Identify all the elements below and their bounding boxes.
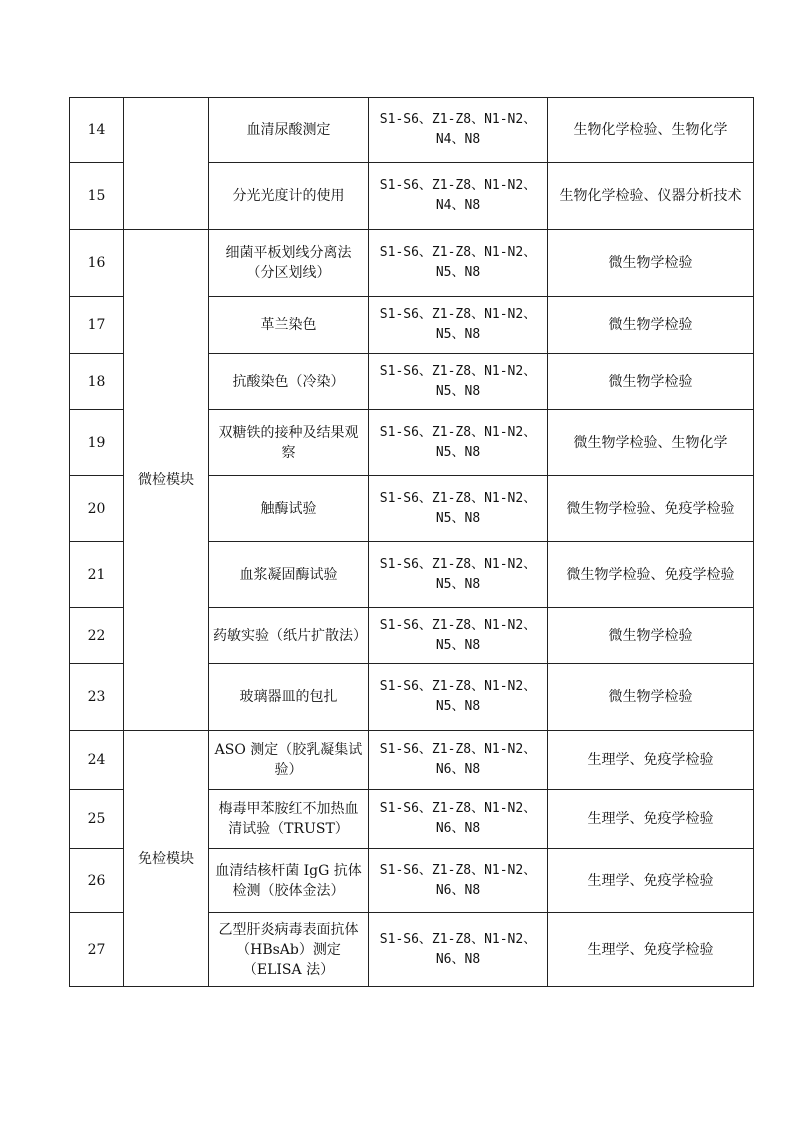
table-row [70, 230, 754, 297]
competency-codes: S1-S6、Z1-Z8、N1-N2、N5、N8 [369, 608, 548, 664]
experiment-name: 血清尿酸测定 [209, 98, 369, 163]
course-name: 生理学、免疫学检验 [548, 731, 754, 790]
course-name: 生物化学检验、生物化学 [548, 98, 754, 163]
table-row [70, 98, 754, 163]
competency-codes: S1-S6、Z1-Z8、N1-N2、N5、N8 [369, 476, 548, 542]
experiment-name: 药敏实验（纸片扩散法） [209, 608, 369, 664]
competency-codes: S1-S6、Z1-Z8、N1-N2、N5、N8 [369, 230, 548, 297]
competency-codes: S1-S6、Z1-Z8、N1-N2、N6、N8 [369, 913, 548, 987]
course-name: 微生物学检验、生物化学 [548, 410, 754, 476]
module-cell-immuno: 免检模块 [124, 731, 209, 987]
row-number: 25 [70, 790, 124, 849]
course-name: 微生物学检验 [548, 664, 754, 731]
competency-codes: S1-S6、Z1-Z8、N1-N2、N5、N8 [369, 297, 548, 354]
experiment-name: 抗酸染色（冷染） [209, 354, 369, 410]
competency-codes: S1-S6、Z1-Z8、N1-N2、N5、N8 [369, 664, 548, 731]
row-number: 18 [70, 354, 124, 410]
competency-codes: S1-S6、Z1-Z8、N1-N2、N4、N8 [369, 163, 548, 230]
row-number: 23 [70, 664, 124, 731]
experiment-name: 触酶试验 [209, 476, 369, 542]
course-name: 生理学、免疫学检验 [548, 913, 754, 987]
row-number: 21 [70, 542, 124, 608]
course-name: 微生物学检验 [548, 354, 754, 410]
row-number: 15 [70, 163, 124, 230]
course-name: 微生物学检验、免疫学检验 [548, 476, 754, 542]
row-number: 24 [70, 731, 124, 790]
competency-codes: S1-S6、Z1-Z8、N1-N2、N4、N8 [369, 98, 548, 163]
row-number: 22 [70, 608, 124, 664]
experiment-name: ASO 测定（胶乳凝集试验） [209, 731, 369, 790]
competency-codes: S1-S6、Z1-Z8、N1-N2、N5、N8 [369, 542, 548, 608]
competency-codes: S1-S6、Z1-Z8、N1-N2、N6、N8 [369, 849, 548, 913]
experiment-name: 革兰染色 [209, 297, 369, 354]
course-name: 生理学、免疫学检验 [548, 849, 754, 913]
row-number: 19 [70, 410, 124, 476]
experiment-name: 血浆凝固酶试验 [209, 542, 369, 608]
experiment-name: 乙型肝炎病毒表面抗体（HBsAb）测定（ELISA 法） [209, 913, 369, 987]
table-row [70, 731, 754, 790]
course-name: 微生物学检验 [548, 608, 754, 664]
course-name: 微生物学检验 [548, 297, 754, 354]
competency-codes: S1-S6、Z1-Z8、N1-N2、N6、N8 [369, 731, 548, 790]
competency-codes: S1-S6、Z1-Z8、N1-N2、N6、N8 [369, 790, 548, 849]
row-number: 17 [70, 297, 124, 354]
experiment-name: 血清结核杆菌 IgG 抗体检测（胶体金法） [209, 849, 369, 913]
competency-codes: S1-S6、Z1-Z8、N1-N2、N5、N8 [369, 410, 548, 476]
row-number: 16 [70, 230, 124, 297]
competency-codes: S1-S6、Z1-Z8、N1-N2、N5、N8 [369, 354, 548, 410]
experiment-name: 玻璃器皿的包扎 [209, 664, 369, 731]
curriculum-table [69, 97, 754, 987]
course-name: 生理学、免疫学检验 [548, 790, 754, 849]
row-number: 20 [70, 476, 124, 542]
module-cell-previous [124, 98, 209, 230]
module-cell-micro: 微检模块 [124, 230, 209, 731]
row-number: 26 [70, 849, 124, 913]
course-name: 生物化学检验、仪器分析技术 [548, 163, 754, 230]
course-name: 微生物学检验、免疫学检验 [548, 542, 754, 608]
experiment-name: 双糖铁的接种及结果观察 [209, 410, 369, 476]
course-name: 微生物学检验 [548, 230, 754, 297]
row-number: 27 [70, 913, 124, 987]
row-number: 14 [70, 98, 124, 163]
experiment-name: 梅毒甲苯胺红不加热血清试验（TRUST） [209, 790, 369, 849]
experiment-name: 分光光度计的使用 [209, 163, 369, 230]
experiment-name: 细菌平板划线分离法（分区划线） [209, 230, 369, 297]
